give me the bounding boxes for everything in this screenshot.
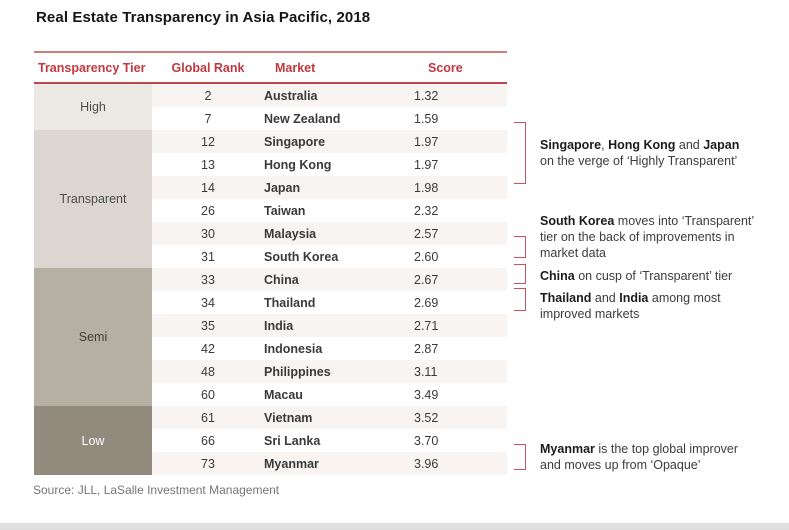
market-cell: Malaysia [264,222,414,245]
callout-bracket [514,236,526,258]
column-header-transparency-tier: Transparency Tier [38,60,146,75]
rank-cell: 35 [152,314,264,337]
score-cell: 1.59 [414,111,439,126]
column-header-global-rank: Global Rank [171,60,245,75]
rank-cell: 73 [152,452,264,475]
annotation-text: Myanmar is the top global improver and moves up from ‘Opaque’ [540,442,739,472]
score-cell: 1.98 [414,176,507,199]
callout-bracket [514,264,526,284]
table-row [34,406,507,429]
score-cell: 3.96 [414,452,507,475]
score-cell: 1.97 [414,130,507,153]
score-cell: 2.87 [414,341,439,356]
figure-title: Real Estate Transparency in Asia Pacific, 2018 [36,9,371,26]
rank-cell: 33 [152,268,264,291]
tier-cell-transparent: Transparent [34,130,152,268]
rank-cell: 30 [152,222,264,245]
market-cell: Philippines [264,360,414,383]
transparency-table [34,51,507,475]
rank-cell: 66 [201,433,215,448]
score-cell: 3.49 [414,387,439,402]
rank-cell: 2 [152,84,264,107]
callout-bracket [514,288,526,311]
score-cell: 2.60 [414,249,439,264]
market-cell: Japan [264,176,414,199]
rank-cell: 42 [201,341,215,356]
score-cell: 1.32 [414,84,507,107]
score-cell: 2.57 [414,222,507,245]
callout-bracket [514,122,526,184]
rank-cell: 26 [201,203,215,218]
score-cell: 2.69 [414,295,439,310]
rank-cell: 7 [204,111,212,126]
rank-cell: 60 [201,387,215,402]
annotation-text: Thailand and India among most improved markets [540,291,721,321]
rank-cell: 12 [152,130,264,153]
tier-cell-low: Low [34,406,152,475]
market-cell: Indonesia [264,341,323,356]
rank-cell: 34 [201,295,215,310]
score-cell: 3.11 [414,360,507,383]
market-cell: Hong Kong [264,157,332,172]
score-cell: 3.70 [414,433,439,448]
page-bottom-border [0,523,789,530]
market-cell: China [264,268,414,291]
data-table [34,84,507,475]
market-cell: Thailand [264,295,316,310]
column-header-market: Market [275,60,316,75]
market-cell: Myanmar [264,452,414,475]
tier-cell-semi: Semi [34,268,152,406]
rank-cell: 13 [201,157,215,172]
annotation-text: Singapore, Hong Kong and Japan on the verge of ‘Highly Transparent’ [540,138,740,168]
table-header-row [34,53,507,82]
score-cell: 2.67 [414,268,507,291]
annotation-text: China on cusp of ‘Transparent’ tier [540,269,733,283]
market-cell: New Zealand [264,111,341,126]
table-body [34,84,507,475]
score-cell: 1.97 [414,157,439,172]
market-cell: Sri Lanka [264,433,321,448]
callout-bracket [514,444,526,470]
market-cell: Macau [264,387,303,402]
market-cell: Australia [264,84,414,107]
rank-cell: 61 [152,406,264,429]
score-cell: 3.52 [414,406,507,429]
table-row [34,268,507,291]
table-row [34,84,507,107]
tier-cell-high: High [34,84,152,130]
source-note: Source: JLL, LaSalle Investment Management [33,483,280,497]
market-cell: Singapore [264,130,414,153]
rank-cell: 48 [152,360,264,383]
score-cell: 2.71 [414,314,507,337]
rank-cell: 31 [201,249,215,264]
market-cell: South Korea [264,249,339,264]
market-cell: Taiwan [264,203,306,218]
market-cell: India [264,314,414,337]
rank-cell: 14 [152,176,264,199]
market-cell: Vietnam [264,406,414,429]
score-cell: 2.32 [414,203,439,218]
column-header-score: Score [428,60,463,75]
table-row [34,130,507,153]
annotation-text: South Korea moves into ‘Transparent’ tier on the back of improvements in market data [540,214,755,260]
